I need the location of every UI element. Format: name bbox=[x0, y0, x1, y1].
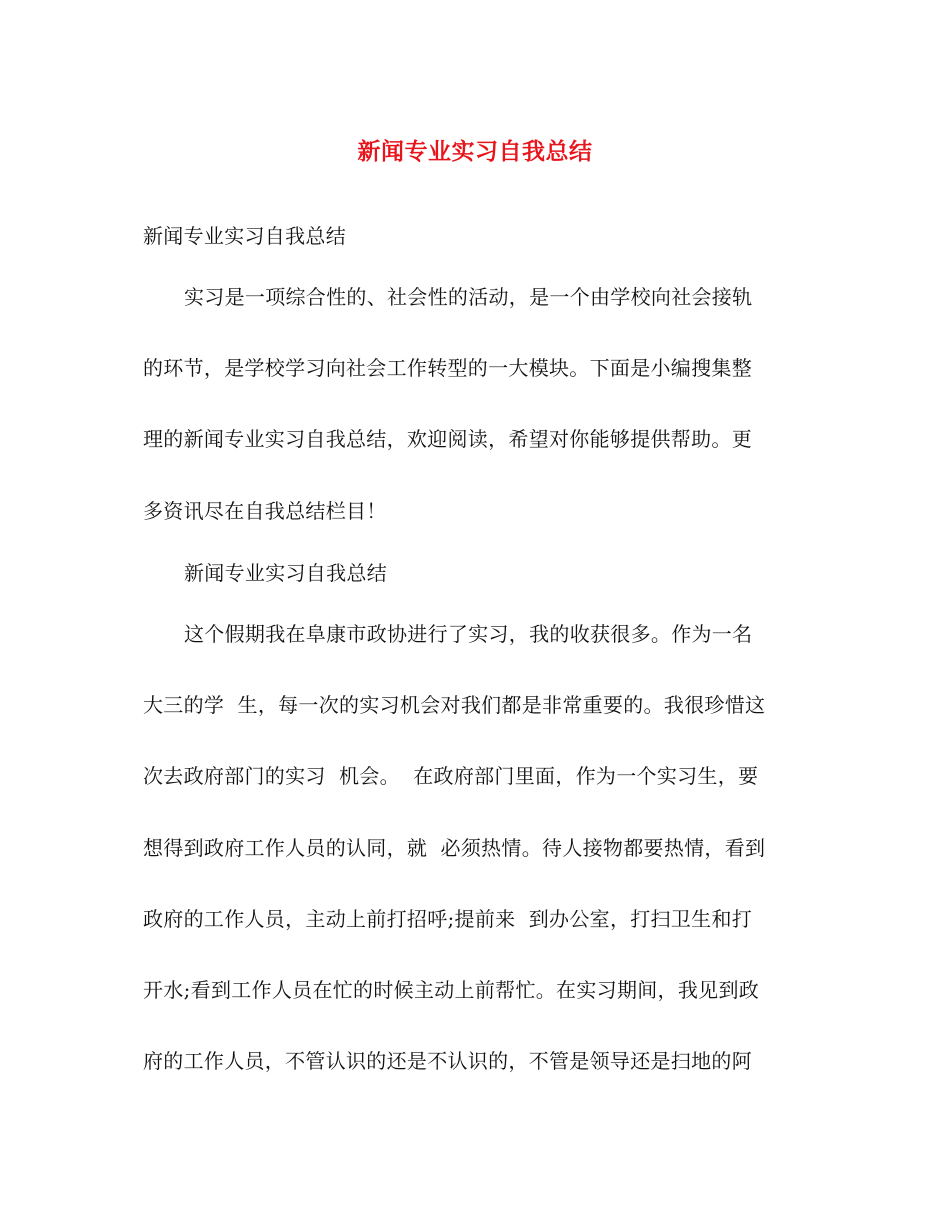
paragraph-line: 的环节，是学校学习向社会工作转型的一大模块。下面是小编搜集整 bbox=[143, 356, 752, 380]
document-title: 新闻专业实习自我总结 bbox=[357, 138, 593, 165]
subtitle-line: 新闻专业实习自我总结 bbox=[143, 224, 346, 248]
paragraph-line: 多资讯尽在自我总结栏目！ bbox=[143, 499, 387, 523]
paragraph-line: 政府的工作人员，主动上前打招呼;提前来 到办公室，打扫卫生和打 bbox=[143, 907, 753, 931]
paragraph-line: 次去政府部门的实习 机会。 在政府部门里面，作为一个实习生，要 bbox=[143, 764, 759, 788]
paragraph-line: 这个假期我在阜康市政协进行了实习，我的收获很多。作为一名 bbox=[184, 622, 753, 646]
paragraph-line: 府的工作人员，不管认识的还是不认识的，不管是领导还是扫地的阿 bbox=[143, 1049, 752, 1073]
paragraph-line: 开水;看到工作人员在忙的时候主动上前帮忙。在实习期间，我见到政 bbox=[143, 978, 760, 1002]
paragraph-line: 实习是一项综合性的、社会性的活动，是一个由学校向社会接轨 bbox=[184, 285, 753, 309]
paragraph-line: 大三的学 生，每一次的实习机会对我们都是非常重要的。我很珍惜这 bbox=[143, 693, 766, 717]
paragraph-line: 理的新闻专业实习自我总结，欢迎阅读，希望对你能够提供帮助。更 bbox=[143, 427, 752, 451]
section-heading-line: 新闻专业实习自我总结 bbox=[184, 561, 387, 585]
paragraph-line: 想得到政府工作人员的认同，就 必须热情。待人接物都要热情，看到 bbox=[143, 836, 766, 860]
